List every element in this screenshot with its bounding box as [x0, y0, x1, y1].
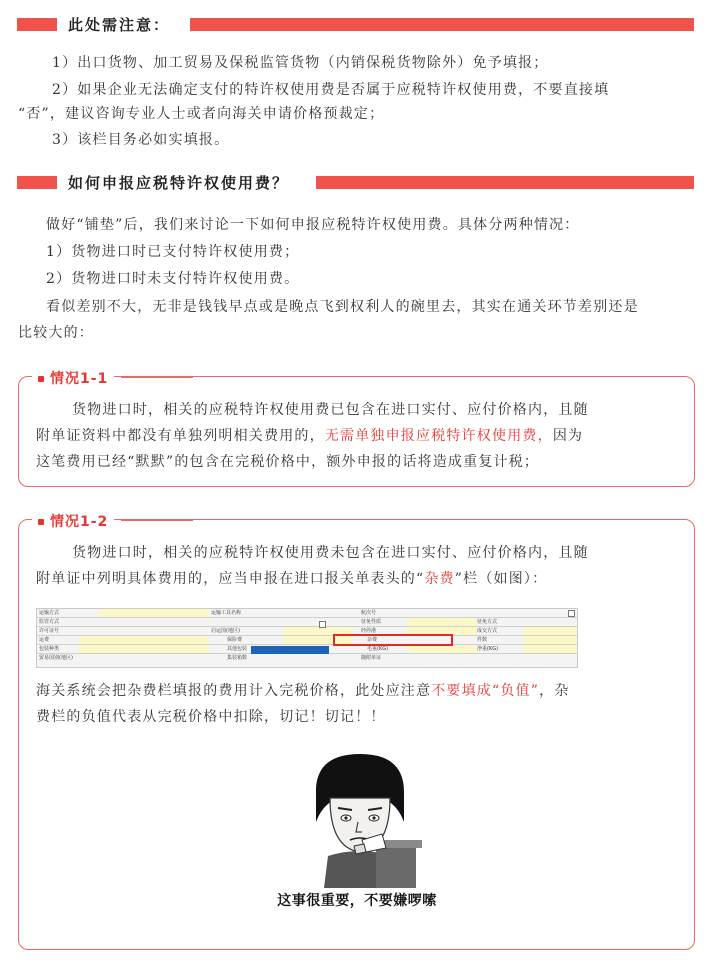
case2-line2-highlight: 杂费 — [424, 571, 455, 587]
form-label: 征免方式 — [477, 619, 498, 625]
form-label: 件数 — [477, 637, 488, 643]
form-checkbox-icon — [568, 610, 575, 617]
meme-character-icon — [258, 748, 456, 888]
case2-line1: 货物进口时，相关的应税特许权使用费未包含在进口实付、应付价格内，且随 — [72, 545, 589, 561]
case2-after-line1 — [36, 680, 570, 700]
section1-bar-left — [17, 18, 57, 31]
form-field — [523, 636, 577, 644]
form-label: 毛重(KG) — [367, 646, 389, 652]
form-button — [251, 646, 329, 654]
form-label: 贸易国别(地区) — [39, 655, 73, 661]
form-field — [407, 618, 477, 626]
form-row — [37, 618, 577, 627]
form-label: 运费 — [39, 637, 50, 643]
form-label: 许可证号 — [39, 628, 60, 634]
form-label: 启运国(地区) — [211, 628, 240, 634]
form-field — [99, 609, 209, 617]
section2-note-line2: 比较大的： — [18, 325, 94, 341]
form-label: 杂费 — [367, 637, 378, 643]
section2-bar-right — [316, 176, 694, 189]
form-field — [523, 627, 577, 635]
section2-intro: 做好“铺垫”后，我们来讨论一下如何申报应税特许权使用费。具体分两种情况： — [46, 217, 580, 233]
form-field — [523, 645, 577, 653]
case2-after-line2: 费栏的负值代表从完税价格中扣除，切记！切记！！ — [36, 709, 386, 725]
section1-title: 此处需注意： — [68, 16, 171, 34]
section1-item-3: 3）该栏目务必如实填报。 — [52, 132, 230, 148]
section1-bar-right — [190, 18, 694, 31]
case1-line2-text: 附单证资料中都没有单独列明相关费用的， — [36, 428, 325, 444]
form-row — [37, 609, 577, 618]
case2-after-tail: ，杂 — [539, 683, 570, 699]
form-row — [37, 627, 577, 636]
case2-after-text: 海关系统会把杂费栏填报的费用计入完税价格，此处应注意 — [36, 683, 432, 699]
meme-caption: 这事很重要，不要嫌啰嗦 — [277, 893, 437, 909]
form-field — [79, 645, 209, 653]
case2-label — [32, 511, 114, 531]
form-field — [79, 636, 209, 644]
form-label: 随附单证 — [361, 655, 382, 661]
misc-fee-highlight — [333, 634, 453, 646]
case2-line2-tail: ”栏（如图）： — [454, 571, 548, 587]
form-row — [37, 654, 577, 662]
form-label: 成交方式 — [477, 628, 498, 634]
form-label: 经停港 — [361, 628, 377, 634]
case2-after-highlight: 不要填成“负值” — [431, 683, 540, 699]
section1-item-2-cont: “否”，建议咨询专业人士或者向海关申请价格预裁定； — [18, 106, 385, 122]
case1-line1: 货物进口时，相关的应税特许权使用费已包含在进口实付、应付价格内，且随 — [72, 402, 589, 418]
case1-dot-icon — [38, 376, 44, 382]
case2-line2 — [36, 568, 547, 588]
case2-line2-text: 附单证中列明具体费用的，应当申报在进口报关单表头的“ — [36, 571, 425, 587]
form-label: 征免性质 — [361, 619, 382, 625]
section2-bar-left — [17, 176, 57, 189]
form-row — [37, 636, 577, 645]
form-label: 包装种类 — [39, 646, 60, 652]
case1-line2-tail: 因为 — [552, 428, 584, 444]
section1-item-2: 2）如果企业无法确定支付的特许权使用费是否属于应税特许权使用费，不要直接填 — [52, 82, 610, 98]
form-label: 其他包装 — [227, 646, 248, 652]
case1-line3: 这笔费用已经“默默”的包含在完税价格中，额外申报的话将造成重复计税； — [36, 454, 540, 470]
case1-line2-highlight: 无需单独申报应税特许权使用费， — [324, 428, 553, 444]
case2-dot-icon — [38, 519, 44, 525]
section2-case-2: 2）货物进口时未支付特许权使用费。 — [46, 271, 300, 287]
section1-item-1: 1）出口货物、加工贸易及保税监管货物（内销保税货物除外）免予填报； — [52, 55, 549, 71]
section2-note-line1: 看似差别不大，无非是钱钱早点或是晚点飞到权利人的碗里去，其实在通关环节差别还是 — [46, 299, 639, 315]
customs-form-screenshot — [36, 608, 578, 668]
form-label: 运输方式 — [39, 610, 60, 616]
case1-label — [32, 368, 114, 388]
case1-line2 — [36, 425, 583, 445]
section2-case-1: 1）货物进口时已支付特许权使用费； — [46, 244, 300, 260]
form-label: 航次号 — [361, 610, 377, 616]
form-label: 运输工具名称 — [211, 610, 242, 616]
case1-label-line — [121, 376, 193, 378]
case2-label-text: 情况1-2 — [50, 514, 109, 530]
meme-image — [258, 748, 456, 926]
form-label: 集装箱数 — [227, 655, 248, 661]
form-label: 净重(KG) — [477, 646, 499, 652]
form-label: 保险费 — [227, 637, 243, 643]
form-checkbox-icon — [319, 621, 326, 628]
form-label: 监管方式 — [39, 619, 60, 625]
section2-title: 如何申报应税特许权使用费？ — [68, 174, 290, 192]
case2-label-line — [121, 519, 193, 521]
form-field — [407, 645, 477, 653]
case1-label-text: 情况1-1 — [50, 371, 109, 387]
